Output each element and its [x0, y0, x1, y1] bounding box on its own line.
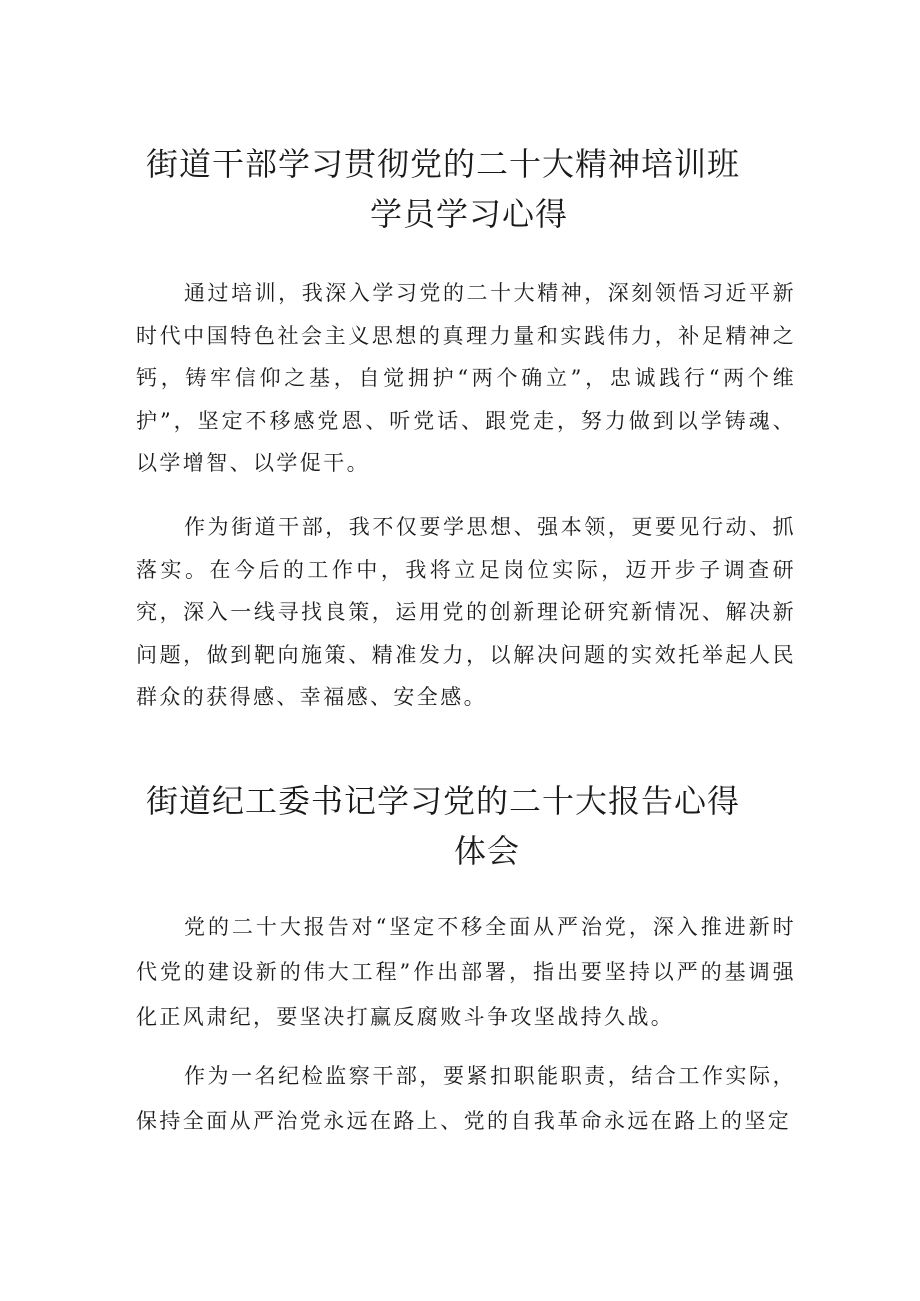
- article-2-paragraph-2: 作为一名纪检监察干部，要紧扣职能职责，结合工作实际，保持全面从严治党永远在路上、党的自我革命永远在路上的坚定: [136, 1064, 796, 1133]
- article-1-paragraph-1: 通过培训，我深入学习党的二十大精神，深刻领悟习近平新时代中国特色社会主义思想的真理力量和实践伟力，补足精神之钙，铸牢信仰之基，自觉拥护“两个确立”，忠诚践行“两个维护”，坚定不移感党恩、听党话、跟党走，努力做到以学铸魂、以学增智、以学促干。: [136, 281, 796, 475]
- article-2-title-line-1: 街道纪工委书记学习党的二十大报告心得: [146, 782, 741, 820]
- article-1-paragraph-2: 作为街道干部，我不仅要学思想、强本领，更要见行动、抓落实。在今后的工作中，我将立足岗位实际，迈开步子调查研究，深入一线寻找良策，运用党的创新理论研究新情况、解决新问题，做到靶向施策、精准发力，以解决问题的实效托举起人民群众的获得感、幸福感、安全感。: [136, 515, 796, 709]
- article-2-title-line-2: 体会: [454, 832, 521, 870]
- article-1-title-line-2: 学员学习心得: [370, 195, 569, 233]
- article-1-title-line-1: 街道干部学习贯彻党的二十大精神培训班: [146, 145, 741, 183]
- article-2-paragraph-1: 党的二十大报告对“坚定不移全面从严治党，深入推进新时代党的建设新的伟大工程”作出部署，指出要坚持以严的基调强化正风肃纪，要坚决打赢反腐败斗争攻坚战持久战。: [136, 915, 796, 1029]
